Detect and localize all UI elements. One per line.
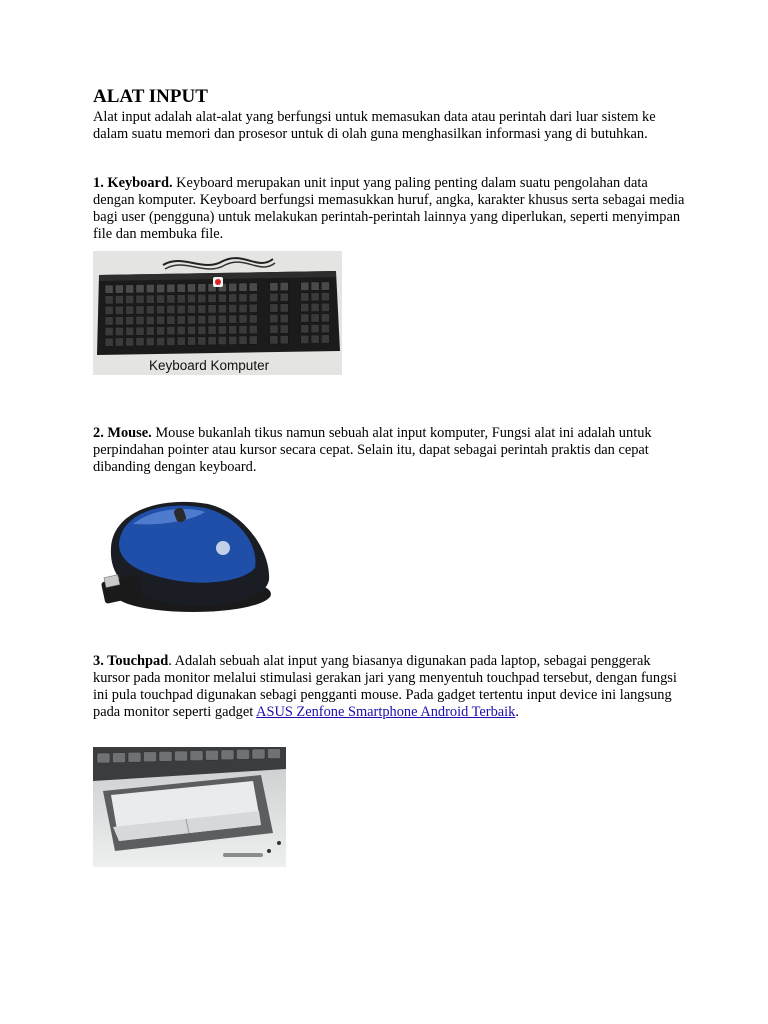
- touchpad-paragraph: [93, 653, 685, 721]
- keyboard-image: [93, 251, 342, 375]
- mouse-paragraph: [93, 425, 685, 476]
- keyboard-heading: 1. Keyboard.: [93, 175, 173, 191]
- touchpad-heading: 3. Touchpad: [93, 653, 169, 669]
- mouse-heading: 2. Mouse.: [93, 425, 152, 441]
- intro-paragraph: Alat input adalah alat-alat yang berfungsi untuk memasukan data atau perintah dari luar sistem ke dalam suatu memori dan prosesor untuk di olah guna menghasilkan informasi yang di butuhkan.: [93, 109, 656, 142]
- page-title: ALAT INPUT: [93, 86, 208, 107]
- asus-zenfone-link[interactable]: ASUS Zenfone Smartphone Android Terbaik: [256, 704, 516, 720]
- touchpad-text: . Adalah sebuah alat input yang biasanya digunakan pada laptop, sebagai penggerak kursor pada monitor melalui stimulasi gerakan jari yang menyentuh touchpad tersebut, dengan fungsi ini pula touchpad digunakan sebagi pengganti mouse. Pada gadget tertentu input device ini langsung pada monitor seperti gadget: [93, 653, 677, 720]
- keyboard-paragraph: [93, 175, 685, 243]
- mouse-text: Mouse bukanlah tikus namun sebuah alat input komputer, Fungsi alat ini adalah untuk perpindahan pointer atau kursor secara cepat. Selain itu, dapat sebagai perintah praktis dan cepat dibanding dengan keyboard.: [93, 425, 652, 475]
- touchpad-image: [93, 747, 286, 867]
- mouse-image: [93, 490, 275, 618]
- keyboard-caption: Keyboard Komputer: [149, 358, 270, 373]
- touchpad-text-end: .: [515, 704, 519, 720]
- keyboard-text: Keyboard merupakan unit input yang paling penting dalam suatu pengolahan data dengan komputer. Keyboard berfungsi memasukkan huruf, angka, karakter khusus serta sebagai media bagi user (pengguna) untuk melakukan perintah-perintah lainnya yang diperlukan, seperti menyimpan file dan membuka file.: [93, 175, 685, 242]
